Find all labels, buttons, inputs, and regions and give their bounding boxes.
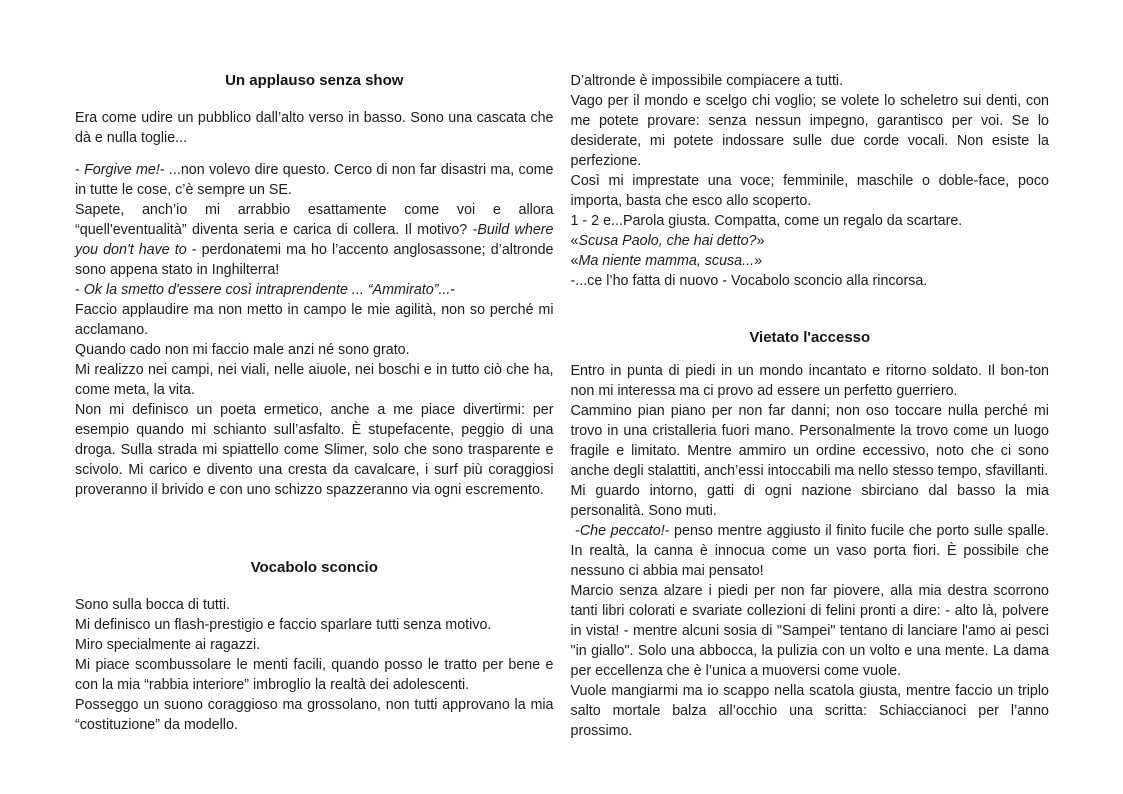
text-segment: - penso mentre aggiusto il finito fucile che porto sulle spalle. In realtà, la canna è innocua come un vaso porta fiori. È possibile che nessuno ci abbia mai pensato!	[570, 523, 1050, 579]
paragraph	[75, 695, 554, 735]
text-segment: «	[570, 253, 579, 269]
text-segment: 1 - 2 e...Parola giusta. Compatta, come un regalo da scartare.	[570, 213, 963, 229]
column-left	[75, 71, 554, 774]
paragraph	[571, 271, 1050, 291]
paragraph	[571, 251, 1050, 271]
text-segment: -	[570, 523, 580, 539]
text-segment: Mi definisco un flash-prestigio e faccio sparlare tutti senza motivo.	[75, 617, 492, 633]
text-segment: Sapete, anch’io mi arrabbio esattamente come voi e allora “quell'eventualità” diventa seria e carica di collera. Il motivo? -	[75, 202, 554, 238]
text-segment: Sono sulla bocca di tutti.	[75, 597, 230, 613]
text-segment: Così mi imprestate una voce; femminile, maschile o doble-face, poco importa, basta che esco allo scoperto.	[570, 173, 1049, 209]
section-heading: Vocabolo sconcio	[250, 559, 378, 576]
text-segment: Era come udire un pubblico dall’alto verso in basso. Sono una cascata che dà e nulla toglie...	[75, 110, 554, 146]
text-segment: Mi guardo intorno, gatti di ogni nazione sbirciano dal basso la mia personalità. Sono muti.	[570, 483, 1049, 519]
text-segment: Quando cado non mi faccio male anzi né sono grato.	[75, 342, 410, 358]
paragraph	[75, 595, 554, 615]
blank-line	[75, 148, 554, 160]
paragraph	[75, 340, 554, 360]
text-segment: -	[75, 162, 85, 178]
text-segment: »	[754, 253, 763, 269]
paragraph	[75, 160, 554, 200]
text-segment: Vago per il mondo e scelgo chi voglio; se volete lo scheletro sui denti, con me potete provare: senza nessun impegno, garantisco per voi. Se lo desiderate, mi potete indossare sulle due corde vocali. Non esiste la perfezione.	[570, 93, 1049, 169]
text-segment: Mi realizzo nei campi, nei viali, nelle aiuole, nei boschi e in tutto ciò che ha, come meta, la vita.	[75, 362, 554, 398]
italic-text: Ok la smetto d'essere così intraprendente ... “Ammirato”...	[83, 282, 451, 298]
text-segment: Cammino pian piano per non far danni; non oso toccare nulla perché mi trovo in una cristalleria fuori mano. Personalmente la trovo come un luogo fragile e limitato. Mentre ammiro un ordine eccessivo, noto che ci sono anche degli stalattiti, anch’essi intoccabili ma nello stesso tempo, sfavillanti.	[570, 403, 1049, 479]
paragraph	[571, 231, 1050, 251]
section-heading: Un applauso senza show	[225, 72, 404, 89]
paragraph	[571, 211, 1050, 231]
paragraph	[571, 361, 1050, 401]
text-segment: - perdonatemi ma ho l’accento anglosassone; d’altronde sono appena stato in Inghilterra!	[75, 242, 554, 278]
paragraph	[75, 200, 554, 280]
italic-text: Ma niente mamma, scusa...	[578, 253, 755, 269]
text-segment: - ...non volevo dire questo. Cerco di non far disastri ma, come in tutte le cose, c’è sempre un SE.	[75, 162, 554, 198]
section-heading: Vietato l'accesso	[749, 329, 871, 346]
paragraph	[75, 635, 554, 655]
paragraph	[571, 581, 1050, 681]
paragraph	[75, 300, 554, 340]
text-segment: Entro in punta di piedi in un mondo incantato e ritorno soldato. Il bon-ton non mi interessa ma ci provo ad essere un perfetto guerriero.	[570, 363, 1049, 399]
italic-text: Che peccato!	[579, 523, 665, 539]
paragraph	[75, 108, 554, 148]
paragraph	[571, 401, 1050, 481]
paragraph	[571, 521, 1050, 581]
text-segment: Posseggo un suono coraggioso ma grossolano, non tutti approvano la mia “costituzione” da modello.	[75, 697, 554, 733]
italic-text: Scusa Paolo, che hai detto?	[578, 233, 757, 249]
text-segment: -...ce l’ho fatta di nuovo - Vocabolo sconcio alla rincorsa.	[570, 273, 928, 289]
text-segment: -	[450, 282, 456, 298]
text-segment: Marcio senza alzare i piedi per non far piovere, alla mia destra scorrono tanti libri colorati e svariate collezioni di felini pronti a dire: - alto là, polvere in vista! - mentre alcuni sosia di "Sampei" tentano di lanciare l'amo ai pesci "in giallo". Solo una abbocca, la pulizia con un volto e una mente. La dama per eccellenza che è l’unica a muoversi come vuole.	[570, 583, 1049, 679]
text-segment: »	[756, 233, 765, 249]
paragraph	[75, 400, 554, 500]
text-segment: Miro specialmente ai ragazzi.	[75, 637, 261, 653]
paragraph	[75, 360, 554, 400]
paragraph	[571, 71, 1050, 91]
text-segment: Non mi definisco un poeta ermetico, anche a me piace divertirmi: per esempio quando mi schianto sull’asfalto. È stupefacente, peggio di una droga. Sulla strada mi spiattello come Slimer, solo che sono trasparente e scivolo. Mi carico e divento una cresta da cavalcare, i surf più coraggiosi proveranno il brivido e con uno schizzo spazzeranno via ogni escremento.	[75, 402, 554, 498]
text-segment: -	[75, 282, 84, 298]
column-right	[571, 71, 1050, 774]
text-segment: «	[570, 233, 579, 249]
italic-text: Build where you don't have to	[75, 222, 554, 258]
text-segment: Vuole mangiarmi ma io scappo nella scatola giusta, mentre faccio un triplo salto mortale balza all’occhio una scritta: Schiaccianoci per l’anno prossimo.	[570, 683, 1049, 739]
text-segment: Mi piace scombussolare le menti facili, quando posso le tratto per bene e con la mia “rabbia interiore” imbroglio la realtà dei adolescenti.	[75, 657, 554, 693]
paragraph	[75, 280, 554, 300]
paragraph	[571, 681, 1050, 741]
text-segment: Faccio applaudire ma non metto in campo le mie agilità, non so perché mi acclamano.	[75, 302, 554, 338]
italic-text: Forgive me!	[84, 162, 160, 178]
paragraph	[571, 91, 1050, 171]
paragraph	[571, 481, 1050, 521]
paragraph	[571, 171, 1050, 211]
text-segment: D’altronde è impossibile compiacere a tutti.	[570, 73, 844, 89]
paragraph	[75, 615, 554, 635]
paragraph	[75, 655, 554, 695]
